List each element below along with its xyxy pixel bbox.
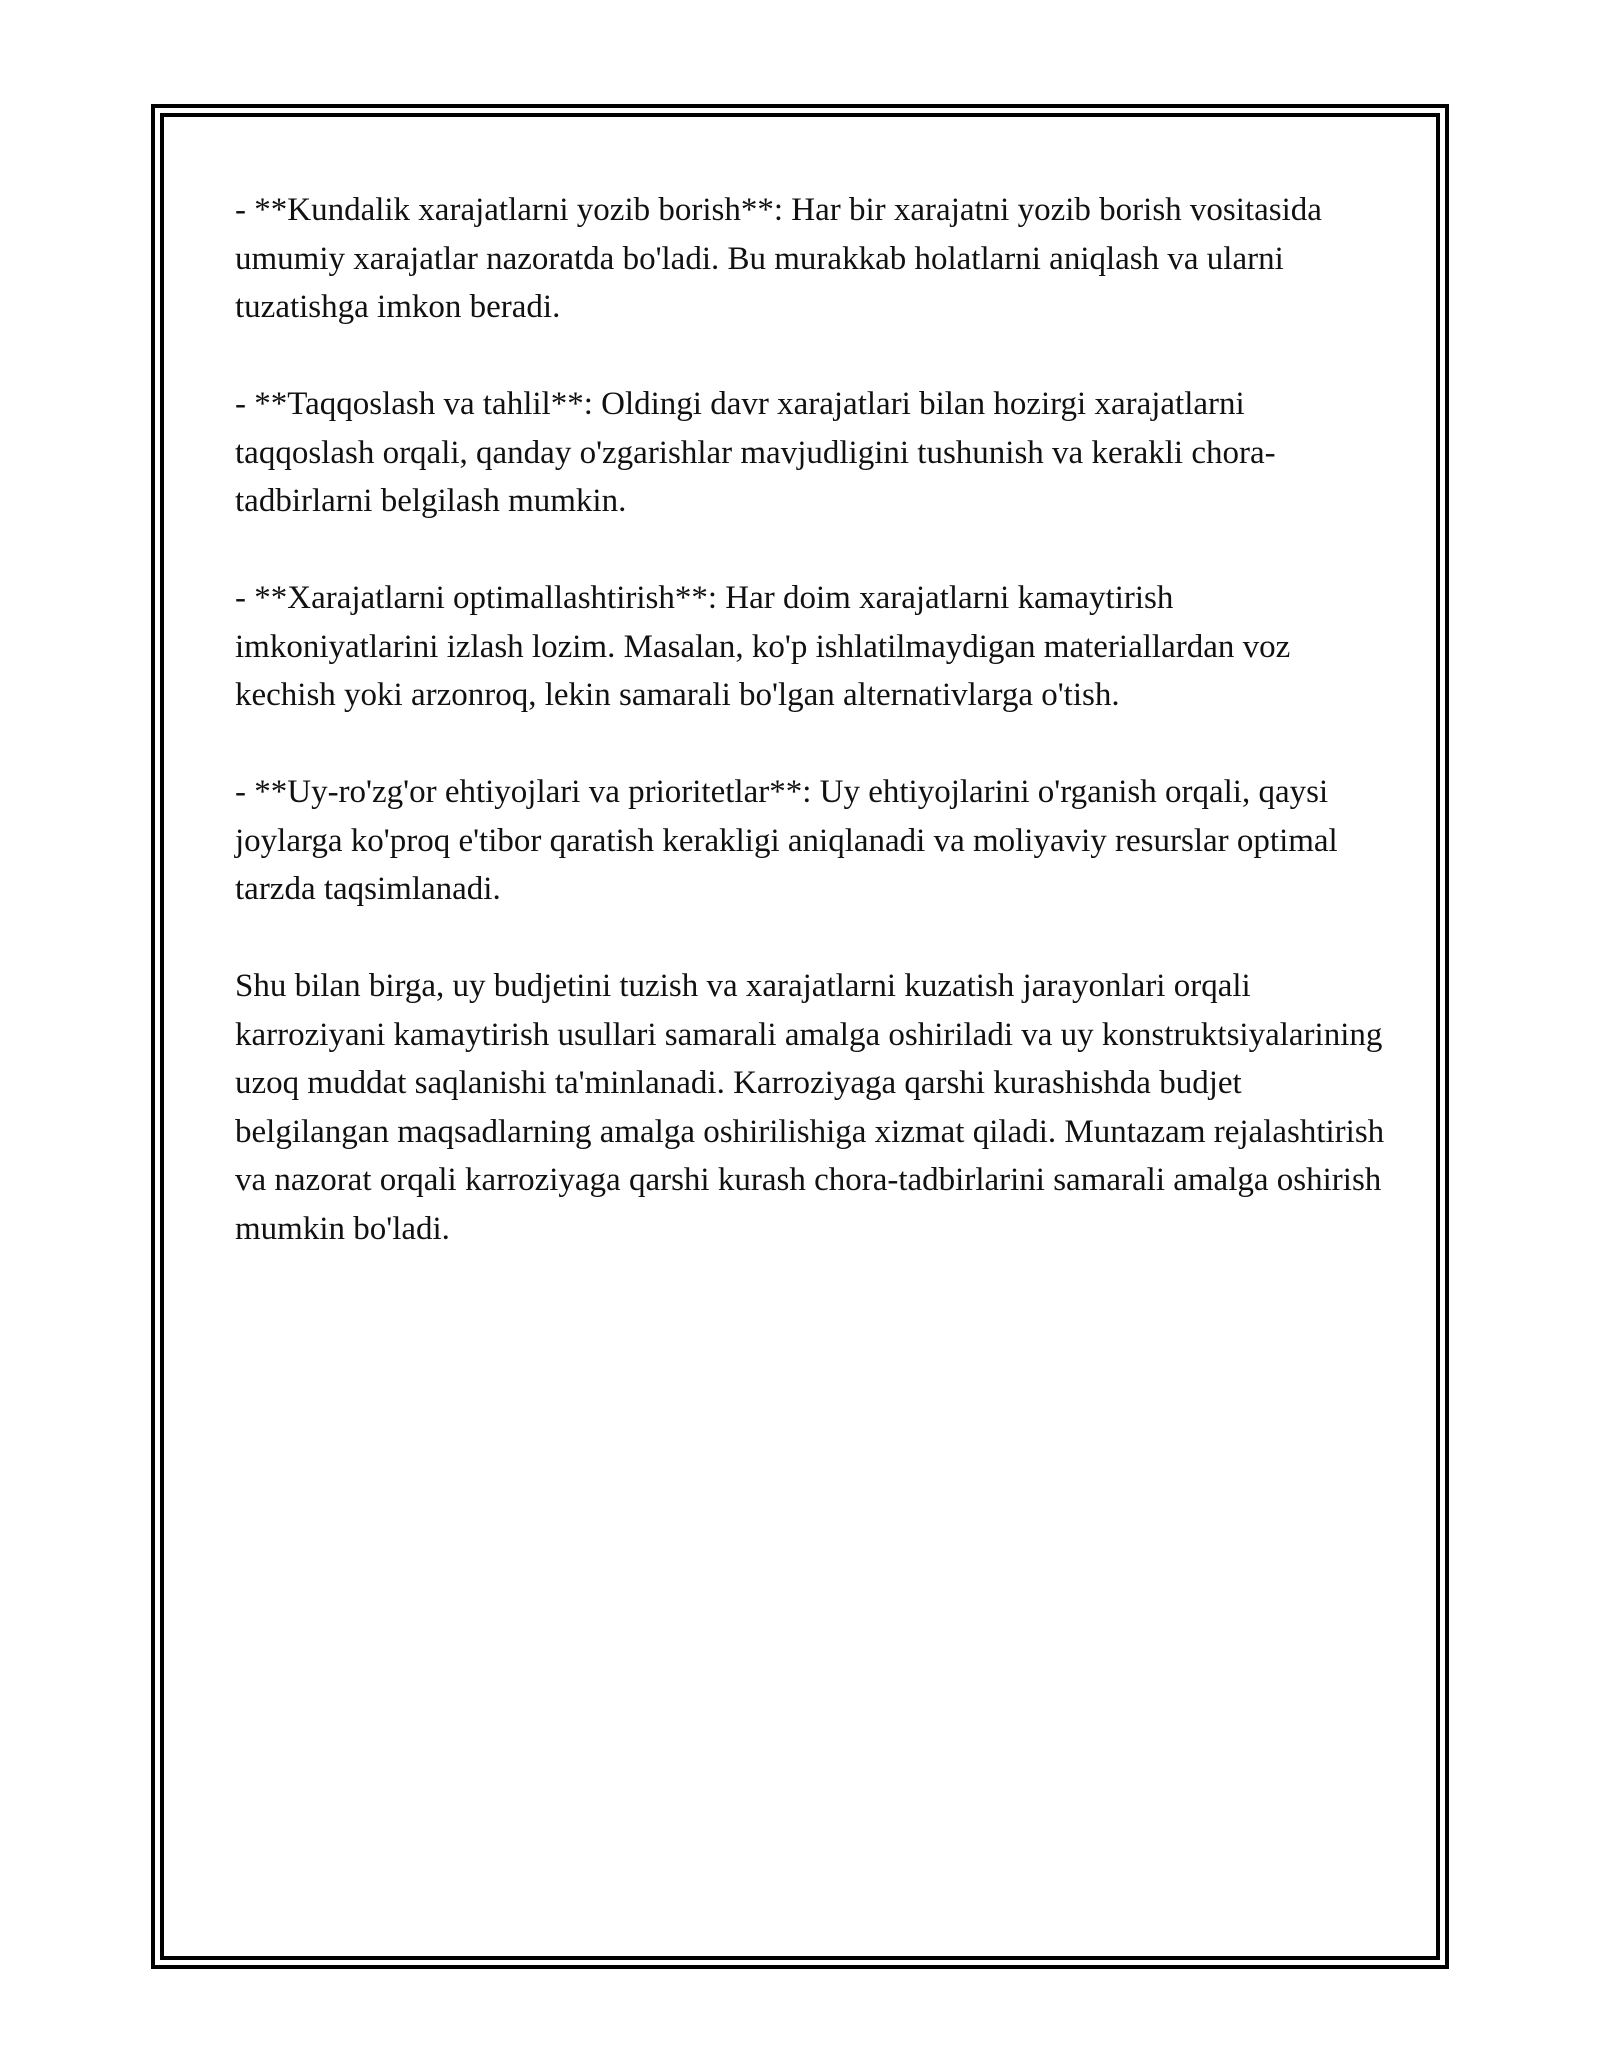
document-body [235,186,1385,1302]
paragraph-comparison-analysis: - **Taqqoslash va tahlil**: Oldingi davr xarajatlari bilan hozirgi xarajatlarni taqqoslash orqali, qanday o'zgarishlar mavjudligini tushunish va kerakli chora-tadbirlarni belgilash mumkin. [235,386,1276,519]
paragraph-expense-optimization: - **Xarajatlarni optimallashtirish**: Har doim xarajatlarni kamaytirish imkoniyatlarini izlash lozim. Masalan, ko'p ishlatilmaydigan materiallardan voz kechish yoki arzonroq, lekin samarali bo'lgan alternativlarga o'tish. [235,580,1291,713]
paragraph-daily-expenses: - **Kundalik xarajatlarni yozib borish**: Har bir xarajatni yozib borish vositasida umumiy xarajatlar nazoratda bo'ladi. Bu murakkab holatlarni aniqlash va ularni tuzatishga imkon beradi. [235,192,1322,325]
paragraph-household-needs: - **Uy-ro'zg'or ehtiyojlari va prioritetlar**: Uy ehtiyojlarini o'rganish orqali, qaysi joylarga ko'proq e'tibor qaratish kerakligi aniqlanadi va moliyaviy resurslar optimal tarzda taqsimlanadi. [235,774,1338,907]
paragraph-conclusion: Shu bilan birga, uy budjetini tuzish va xarajatlarni kuzatish jarayonlari orqali karroziyani kamaytirish usullari samarali amalga oshiriladi va uy konstruktsiyalarining uzoq muddat saqlanishi ta'minlanadi. Karroziyaga qarshi kurashishda budjet belgilangan maqsadlarning amalga oshirilishiga xizmat qiladi. Muntazam rejalashtirish va nazorat orqali karroziyaga qarshi kurash chora-tadbirlarini samarali amalga oshirish mumkin bo'ladi. [235,968,1385,1247]
